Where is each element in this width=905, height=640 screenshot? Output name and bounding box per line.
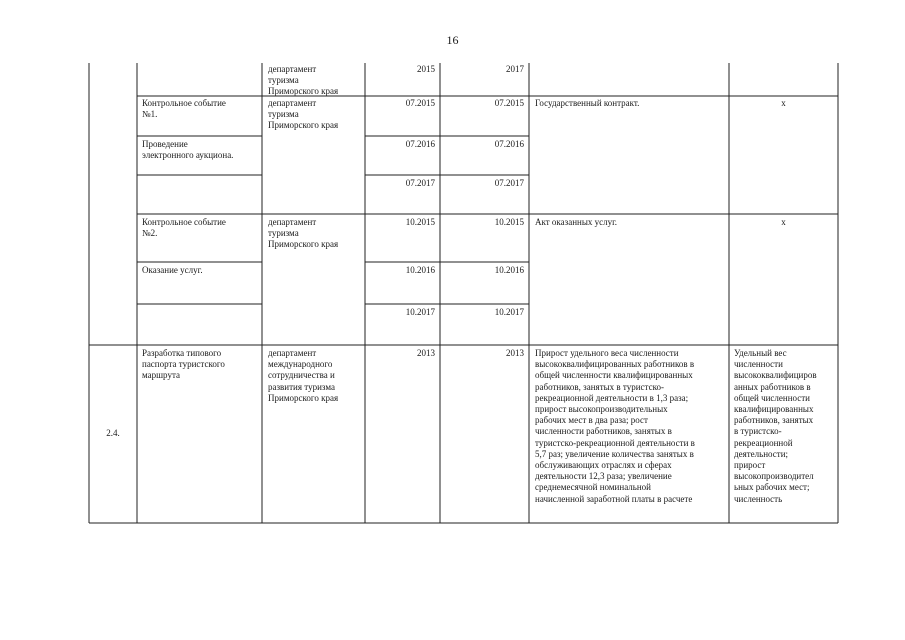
start-date-cell: 2013 [417, 348, 435, 358]
executor-cell: департамент туризма Приморского края [268, 64, 339, 97]
end-date-cell: 07.2015 [494, 98, 524, 108]
start-date-cell: 07.2015 [405, 98, 435, 108]
end-date-cell: 2013 [506, 348, 524, 358]
event-cell: Проведение электронного аукциона. [142, 139, 234, 161]
end-date-cell: 2017 [506, 64, 524, 74]
event-cell: Разработка типового паспорта туристского маршрута [142, 348, 225, 381]
start-date-cell: 07.2016 [405, 139, 435, 149]
end-date-cell: 10.2016 [494, 265, 524, 275]
start-date-cell: 10.2015 [405, 217, 435, 227]
executor-cell: департамент международного сотрудничества и развития туризма Приморского края [268, 348, 339, 403]
end-date-cell: 07.2016 [494, 139, 524, 149]
end-date-cell: 07.2017 [494, 178, 524, 188]
page-number: 16 [446, 33, 459, 47]
start-date-cell: 07.2017 [405, 178, 435, 188]
indicator-cell: х [781, 217, 786, 227]
event-cell: Контрольное событие №2. [142, 217, 226, 239]
result-cell: Акт оказанных услуг. [535, 217, 618, 227]
end-date-cell: 10.2017 [494, 307, 524, 317]
end-date-cell: 10.2015 [494, 217, 524, 227]
indicator-cell: х [781, 98, 786, 108]
start-date-cell: 2015 [417, 64, 435, 74]
row-number-cell: 2.4. [106, 428, 120, 438]
executor-cell: департамент туризма Приморского края [268, 98, 339, 131]
start-date-cell: 10.2017 [405, 307, 435, 317]
result-cell: Государственный контракт. [535, 98, 640, 108]
result-cell: Прирост удельного веса численности высококвалифицированных работников в общей численности квалифицированных работников, занятых в туристско- рекреационной деятельности в 1,3 раза; прирост высокопроизводительных рабочих мест в два раза; рост численности работников, занятых в туристско-рекреационной деятельности в 5,7 раз; увеличение количества занятых в обслуживающих отраслях и сферах деятельности 12,3 раза; увеличение среднемесячной номинальной начисленной заработной платы в расчете [535, 348, 695, 504]
start-date-cell: 10.2016 [405, 265, 435, 275]
indicator-cell: Удельный вес численности высококвалифициров анных работников в общей численности квалифицированных работников, занятых в туристско- рекреационной деятельности; прирост высокопроизводител ьных рабочих мест; численность [734, 348, 817, 504]
event-cell: Оказание услуг. [142, 265, 203, 275]
executor-cell: департамент туризма Приморского края [268, 217, 339, 250]
event-cell: Контрольное событие №1. [142, 98, 226, 120]
